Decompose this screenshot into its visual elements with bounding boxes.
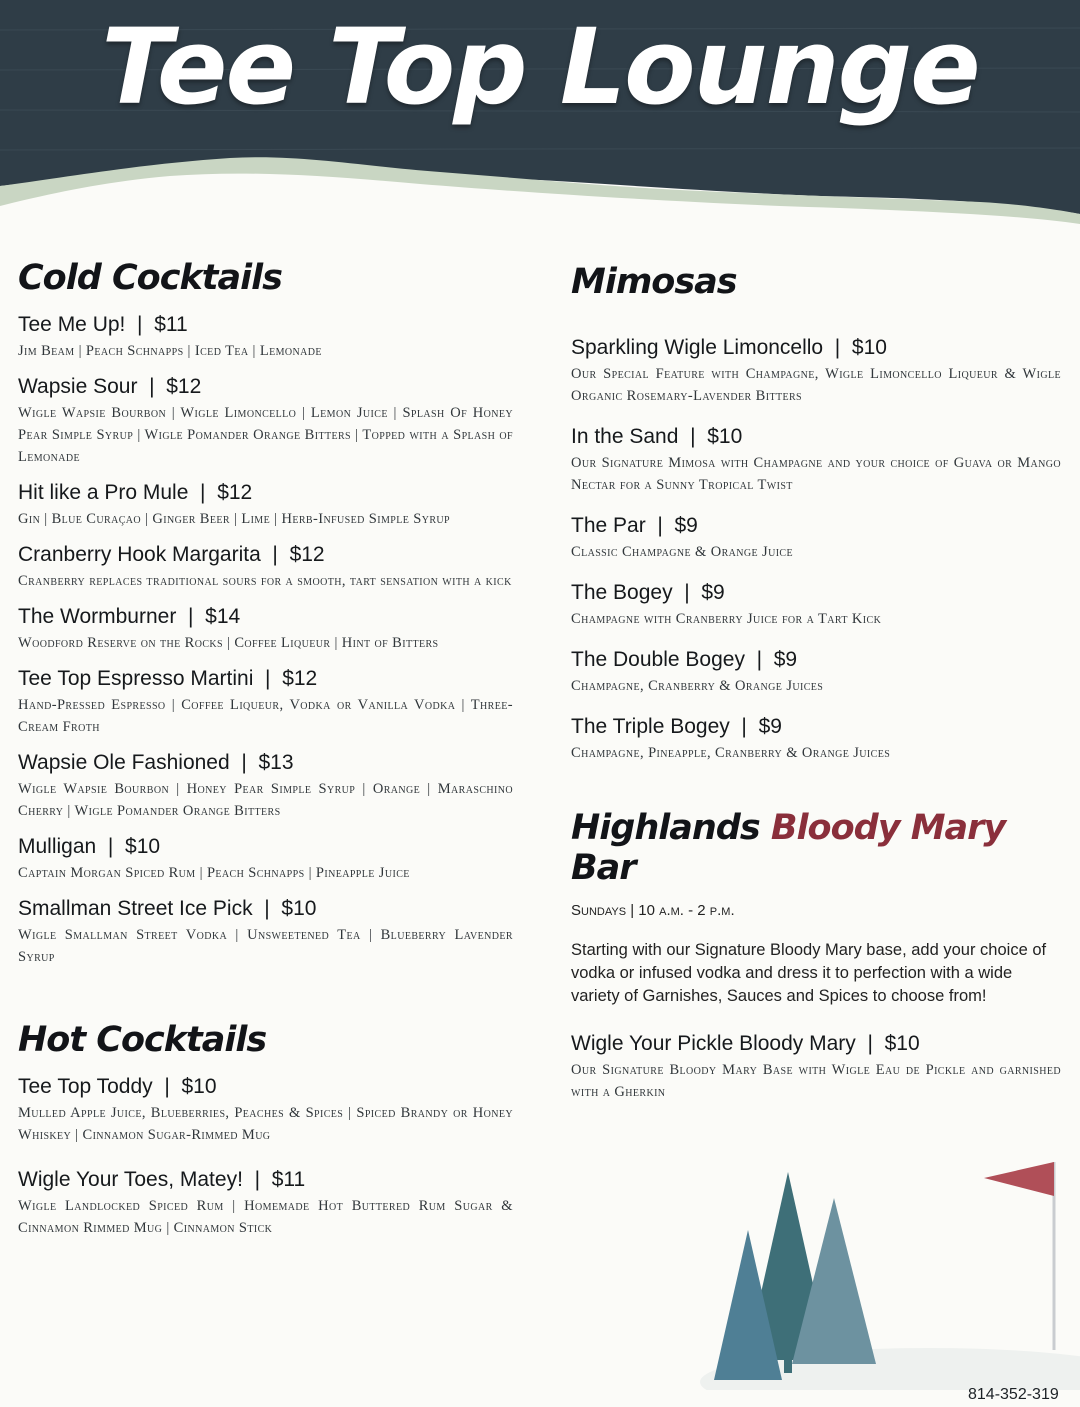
menu-item — [571, 1032, 1061, 1103]
menu-item — [18, 897, 513, 968]
item-price: $12 — [282, 667, 318, 690]
item-title: Sparkling Wigle Limoncello | $10 — [571, 336, 887, 359]
item-title: Tee Top Espresso Martini | $12 — [18, 667, 318, 690]
item-price: $12 — [217, 481, 253, 504]
item-price: $10 — [125, 835, 161, 858]
item-price: $9 — [758, 715, 782, 738]
item-title: The Double Bogey | $9 — [571, 648, 798, 671]
item-description: Wigle Wapsie Bourbon | Wigle Limoncello | Lemon Juice | Splash Of Honey Pear Simple Syrup | Wigle Pomander Orange Bitters | Topped with a Splash of Lemonade — [18, 405, 513, 465]
item-title: Cranberry Hook Margarita | $12 — [18, 543, 325, 566]
item-name: Cranberry Hook Margarita — [18, 543, 261, 566]
menu-item — [571, 648, 1061, 697]
item-title: The Bogey | $9 — [571, 581, 725, 604]
hot-cocktails-list — [18, 1075, 513, 1239]
item-price: $14 — [205, 605, 241, 628]
menu-item — [571, 425, 1061, 496]
item-price: $9 — [701, 581, 725, 604]
phone-number: 814-352-319 — [968, 1386, 1059, 1403]
item-name: Wapsie Ole Fashioned — [18, 751, 230, 774]
item-name: Hit like a Pro Mule — [18, 481, 189, 504]
menu-item — [18, 481, 513, 530]
item-price: $10 — [707, 425, 743, 448]
item-name: In the Sand — [571, 425, 679, 448]
mimosas-list — [571, 336, 1061, 764]
item-description: Our Signature Mimosa with Champagne and your choice of Guava or Mango Nectar for a Sunny Tropical Twist — [571, 455, 1061, 493]
item-title: Hit like a Pro Mule | $12 — [18, 481, 253, 504]
cold-cocktails-heading: Cold Cocktails — [18, 258, 282, 298]
item-title: Tee Top Toddy | $10 — [18, 1075, 217, 1098]
item-title: Wigle Your Toes, Matey! | $11 — [18, 1168, 306, 1191]
item-description: Wigle Smallman Street Vodka | Unsweetened Tea | Blueberry Lavender Syrup — [18, 927, 513, 965]
item-price: $9 — [674, 514, 698, 537]
item-name: Tee Me Up! — [18, 313, 126, 336]
item-price: $10 — [281, 897, 317, 920]
item-description: Wigle Wapsie Bourbon | Honey Pear Simple Syrup | Orange | Maraschino Cherry | Wigle Pomander Orange Bitters — [18, 781, 513, 819]
trees-and-flag-illustration — [700, 1150, 1080, 1390]
item-name: Tee Top Toddy — [18, 1075, 153, 1098]
item-price: $10 — [181, 1075, 217, 1098]
item-description: Champagne with Cranberry Juice for a Tart Kick — [571, 611, 882, 627]
item-name: The Bogey — [571, 581, 673, 604]
item-title: The Par | $9 — [571, 514, 698, 537]
item-name: Sparkling Wigle Limoncello — [571, 336, 824, 359]
item-title: Tee Me Up! | $11 — [18, 313, 188, 336]
hot-cocktails-heading: Hot Cocktails — [18, 1020, 267, 1060]
menu-item — [18, 1075, 513, 1146]
item-price: $10 — [851, 336, 887, 359]
menu-item — [571, 514, 1061, 563]
menu-item — [18, 313, 513, 362]
menu-item — [571, 715, 1061, 764]
item-price: $11 — [271, 1168, 306, 1191]
item-title: Wapsie Ole Fashioned | $13 — [18, 751, 294, 774]
menu-item — [18, 375, 513, 468]
item-description: Cranberry replaces traditional sours for a smooth, tart sensation with a kick — [18, 573, 512, 589]
item-name: Tee Top Espresso Martini — [18, 667, 254, 690]
item-price: $11 — [154, 313, 188, 336]
item-description: Hand-Pressed Espresso | Coffee Liqueur, Vodka or Vanilla Vodka | Three-Cream Froth — [18, 697, 513, 735]
item-name: Smallman Street Ice Pick — [18, 897, 253, 920]
item-description: Captain Morgan Spiced Rum | Peach Schnapps | Pineapple Juice — [18, 865, 410, 881]
bloody-intro: Starting with our Signature Bloody Mary base, add your choice of vodka or infused vodka and dress it to perfection with a wide variety of Garnishes, Sauces and Spices to choose from! — [571, 941, 1047, 1005]
item-description: Classic Champagne & Orange Juice — [571, 544, 794, 560]
item-name: The Par — [571, 514, 646, 537]
item-title: In the Sand | $10 — [571, 425, 743, 448]
item-title: Wapsie Sour | $12 — [18, 375, 202, 398]
item-description: Champagne, Pineapple, Cranberry & Orange Juices — [571, 745, 891, 761]
menu-item — [18, 835, 513, 884]
bloody-hours: Sundays | 10 a.m. - 2 p.m. — [571, 902, 735, 919]
item-name: The Double Bogey — [571, 648, 745, 671]
item-description: Jim Beam | Peach Schnapps | Iced Tea | Lemonade — [18, 343, 322, 359]
menu-item — [18, 605, 513, 654]
menu-item — [18, 1168, 513, 1239]
cold-cocktails-list — [18, 313, 513, 968]
item-title: Smallman Street Ice Pick | $10 — [18, 897, 317, 920]
item-description: Wigle Landlocked Spiced Rum | Homemade Hot Buttered Rum Sugar & Cinnamon Rimmed Mug | Cinnamon Stick — [18, 1198, 513, 1236]
right-column — [571, 262, 1061, 1103]
item-description: Our Special Feature with Champagne, Wigle Limoncello Liqueur & Wigle Organic Rosemary-Lavender Bitters — [571, 366, 1061, 404]
bloody-mary-bar-heading — [571, 808, 1061, 888]
bloody-heading-part3: Bar — [571, 848, 636, 888]
item-description: Our Signature Bloody Mary Base with Wigle Eau de Pickle and garnished with a Gherkin — [571, 1062, 1061, 1100]
golf-flag-icon — [984, 1162, 1054, 1350]
item-name: Wigle Your Toes, Matey! — [18, 1168, 243, 1191]
bloody-heading-part2: Bloody Mary — [770, 808, 1006, 848]
item-name: Wigle Your Pickle Bloody Mary — [571, 1032, 856, 1055]
item-name: The Wormburner — [18, 605, 177, 628]
item-title: Wigle Your Pickle Bloody Mary | $10 — [571, 1032, 920, 1055]
menu-item — [18, 543, 513, 592]
menu-item — [571, 581, 1061, 630]
item-description: Mulled Apple Juice, Blueberries, Peaches & Spices | Spiced Brandy or Honey Whiskey | Cinnamon Sugar-Rimmed Mug — [18, 1105, 513, 1143]
item-name: Mulligan — [18, 835, 97, 858]
mimosas-heading: Mimosas — [571, 262, 737, 302]
page-title: Tee Top Lounge — [101, 6, 979, 128]
menu-item — [18, 667, 513, 738]
item-price: $12 — [289, 543, 325, 566]
left-column — [18, 258, 513, 1239]
item-title: The Triple Bogey | $9 — [571, 715, 782, 738]
item-name: Wapsie Sour — [18, 375, 138, 398]
bloody-heading-part1: Highlands — [571, 808, 760, 848]
item-title: Mulligan | $10 — [18, 835, 161, 858]
item-title: The Wormburner | $14 — [18, 605, 241, 628]
item-price: $10 — [884, 1032, 920, 1055]
header-banner — [0, 0, 1080, 230]
item-description: Woodford Reserve on the Rocks | Coffee Liqueur | Hint of Bitters — [18, 635, 439, 651]
item-price: $9 — [773, 648, 798, 671]
item-description: Gin | Blue Curaçao | Ginger Beer | Lime | Herb-Infused Simple Syrup — [18, 511, 450, 527]
item-price: $12 — [166, 375, 202, 398]
menu-item — [571, 336, 1061, 407]
menu-item — [18, 751, 513, 822]
item-price: $13 — [258, 751, 294, 774]
item-name: The Triple Bogey — [571, 715, 730, 738]
item-description: Champagne, Cranberry & Orange Juices — [571, 678, 824, 694]
